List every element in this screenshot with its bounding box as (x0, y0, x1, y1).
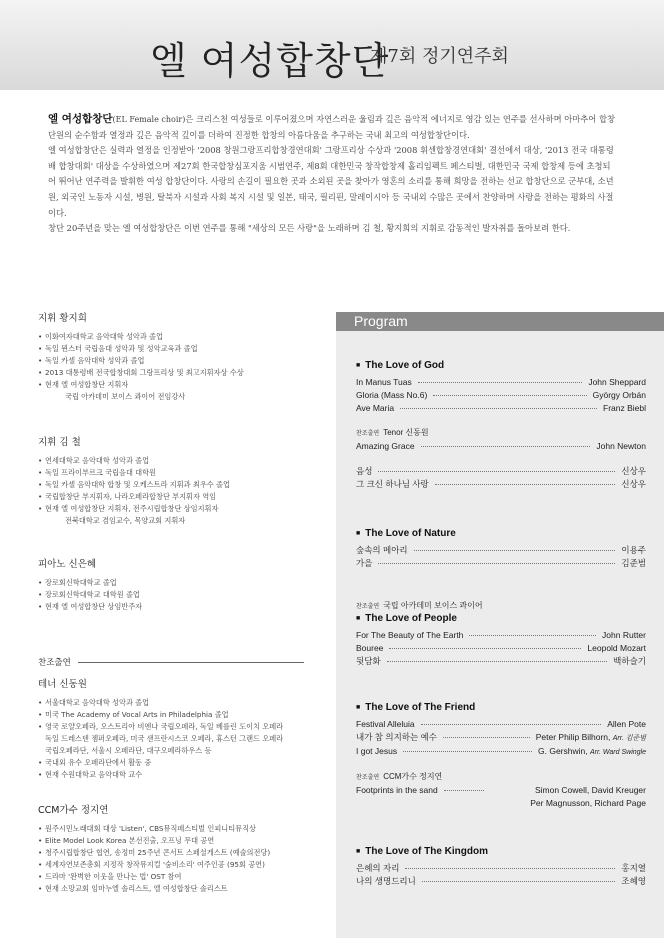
program-row (356, 478, 646, 491)
piece-title: 내가 참 의지하는 예수 (356, 732, 437, 742)
program-row (356, 731, 646, 745)
arranger: Arr. Ward Swingle (589, 749, 646, 756)
bio-item: • Elite Model Look Korea 본선진출, 오프닝 무대 공연 (38, 835, 308, 847)
composer (538, 745, 646, 759)
guest-name: CCM가수 정지연 (383, 772, 443, 781)
bio-list (38, 455, 308, 527)
person-name: 지휘 황지희 (38, 313, 87, 324)
ccm-jung (38, 802, 308, 895)
program-row (356, 389, 646, 402)
intro-p1-text: 은 크리스천 여성들로 이루어졌으며 자연스러운 울림과 깊은 음악적 에너지로 영감 있는 연주를 선사하며 아마추어 합창단원의 순수함과 열정과 깊은 음악적 깊이를 더하여 진정한 합창의 아름다움을 추구하는 국내 최고의 여성합창단이다. (48, 114, 615, 140)
bio-item: • 독일 프라이부르크 국립음대 대학원 (38, 467, 308, 479)
bio-item: • 현재 소망교회 임마누엘 솔리스트, 엘 여성합창단 솔리스트 (38, 883, 308, 895)
piece-title: Footprints in the sand (356, 785, 438, 795)
composer: 백하슬기 (613, 656, 646, 666)
program-title: Program (354, 313, 408, 329)
dot-leader (443, 737, 530, 738)
program-row (356, 642, 646, 655)
guest-tag: 찬조출연 (356, 775, 380, 781)
section-love-of-god (356, 360, 646, 491)
bio-list (38, 697, 308, 781)
piece-title: 그 크신 하나님 사랑 (356, 479, 429, 489)
section-love-of-kingdom (356, 846, 646, 888)
composer: Simon Cowell, David Kreuger (534, 785, 646, 795)
bio-item-continued: 국립오페라단, 서울시 오페라단, 대구오페라하우스 등 (45, 746, 212, 755)
intro-paragraph-1 (48, 112, 616, 143)
section-title: ■ The Love of God (356, 360, 646, 371)
intro-paragraph-3: 창단 20주년을 맞는 엘 여성합창단은 이번 연주를 통해 "세상의 모든 사랑"을 노래하며 김 철, 황지희의 지휘로 감동적인 발자취를 돌아보려 한다. (48, 223, 571, 234)
program-row (356, 557, 646, 570)
composer: John Rutter (602, 630, 646, 640)
person-name: 피아노 신은혜 (38, 559, 97, 570)
program-row-continued (356, 797, 646, 810)
intro-lead-en: (EL Female choir) (112, 115, 186, 124)
bio-item: • 독일 카셀 음악대학 합창 및 오케스트라 지휘과 최우수 졸업 (38, 479, 308, 491)
piece-title: I got Jesus (356, 746, 398, 756)
program-panel (336, 312, 664, 938)
dot-leader (403, 751, 532, 752)
dot-leader (389, 648, 581, 649)
piece-title: 숲속의 메아리 (356, 545, 408, 555)
tenor-shin (38, 676, 308, 781)
guest-performer (356, 427, 646, 438)
bio-item: • 국내외 유수 오페라단에서 활동 중 (38, 757, 308, 769)
composer: 홍지열 (621, 863, 646, 873)
guest-name: 국립 아카데미 보이스 콰이어 (383, 601, 483, 610)
header-banner (0, 0, 664, 90)
composer: John Newton (596, 441, 646, 451)
conductor-kim (38, 434, 308, 527)
program-row (356, 875, 646, 888)
dot-leader (469, 635, 596, 636)
program-row (356, 629, 646, 642)
composer: György Orbán (592, 390, 646, 400)
bio-item: • 영국 로얄오페라, 오스트리아 비엔나 국립오페라, 독일 베를린 도이치 오페라 (38, 721, 308, 733)
program-row (356, 718, 646, 731)
piece-title: 뒷담화 (356, 656, 381, 666)
bio-item: • 2013 대통령배 전국합창대회 그랑프리상 및 최고지휘자상 수상 (38, 367, 308, 379)
bio-item: • 원주시민노래대회 대상 'Listen', CBS뮤직페스티벌 인피니티뮤직상 (38, 823, 308, 835)
guest-performer (356, 600, 646, 611)
intro-paragraph-2: 엘 여성합창단은 실력과 열정을 인정받아 '2008 창원그랑프리합창경연대회' 그랑프리상 수상과 '2008 휘센합창경연대회' 결선에서 대상, '2013 전국 대통령배 합창대회' 대상을 수상하였으며 제27회 한국합창심포지움 시범연주, 제8회 대한민국 창작합창제 홀리임펙트 페스티벌, 대한민국 국제 합창제 등에 초청되어 뛰어난 연주력을 발휘한 여성 합창단이다. 사랑의 손길이 필요한 곳과 소외된 곳을 찾아가 영혼의 소리를 통해 희망을 전하는 선교 합창단으로 군부대, 소년원, 외국인 노동자 시설, 병원, 탈북자 시설과 사회 복지 시설 및 일본, 태국, 필리핀, 말레이시아 등 국내외 수많은 곳에서 찬양하며 사랑을 전하는 평화의 사절이다. (48, 145, 614, 218)
guest-heading (38, 656, 304, 668)
piece-title: Gloria (Mass No.6) (356, 390, 428, 400)
guest-performer (356, 771, 646, 782)
bio-item: • 장로회신학대학교 대학원 졸업 (38, 589, 308, 601)
guest-tag: 찬조출연 (356, 431, 380, 437)
piece-title: Festival Alleluia (356, 719, 415, 729)
program-row (356, 465, 646, 478)
bio-item: • 독일 뮌스터 국립음대 성악과 및 성악교육과 졸업 (38, 343, 308, 355)
composer: 조혜영 (621, 876, 646, 886)
guest-tag: 찬조출연 (356, 604, 380, 610)
composer-name: Peter Philip Bilhorn, (535, 732, 613, 742)
dot-leader (414, 550, 616, 551)
page-title: 엘 여성합창단 (150, 39, 390, 83)
composer-continued: Per Magnusson, Richard Page (530, 798, 646, 808)
program-row (356, 862, 646, 875)
bio-item: • 청주시립합창단 협연, 송정미 25주년 콘서트 스페셜게스트 (예술의전당) (38, 847, 308, 859)
section-title: ■ The Love of The Kingdom (356, 846, 646, 857)
dot-leader (435, 484, 616, 485)
program-row (356, 544, 646, 557)
piece-title: 은혜의 자리 (356, 863, 400, 873)
program-row (356, 655, 646, 668)
pianist-shin (38, 556, 308, 613)
dot-leader (378, 563, 615, 564)
divider (78, 662, 304, 663)
guest-name: Tenor 신동원 (383, 428, 429, 437)
intro-lead: 엘 여성합창단 (48, 113, 113, 125)
bio-item: • 독일 카셀 음악대학 성악과 졸업 (38, 355, 308, 367)
bio-item: • 연세대학교 음악대학 성악과 졸업 (38, 455, 308, 467)
bio-item: • 현재 수원대학교 음악대학 교수 (38, 769, 308, 781)
bio-item: • 이화여자대학교 음악대학 성악과 졸업 (38, 331, 308, 343)
bio-item: • 드라마 '완벽한 이웃을 만나는 법' OST 참여 (38, 871, 308, 883)
bio-list (38, 331, 308, 403)
piece-title: In Manus Tuas (356, 377, 412, 387)
bio-item: • 국립합창단 부지휘자, 나라오페라합창단 부지휘자 역임 (38, 491, 308, 503)
composer: Leopold Mozart (587, 643, 646, 653)
dot-leader (422, 881, 616, 882)
bio-item-continued: 독일 드레스덴 젬퍼오페라, 미국 샌프란시스코 오페라, 휴스턴 그랜드 오페라 (45, 734, 284, 743)
piece-title: 음성 (356, 466, 373, 476)
page-subtitle: 제7회 정기연주회 (370, 46, 509, 67)
conductor-hwang (38, 310, 308, 403)
intro-text (48, 112, 616, 237)
section-title: ■ The Love of People (356, 613, 646, 624)
bio-item: • 서울대학교 음악대학 성악과 졸업 (38, 697, 308, 709)
piece-title: Ave Maria (356, 403, 395, 413)
person-name: 지휘 김 철 (38, 437, 81, 448)
composer: 신상우 (621, 479, 646, 489)
program-row (356, 440, 646, 453)
section-love-of-friend (356, 702, 646, 810)
composer-name: G. Gershwin, (538, 746, 590, 756)
dot-leader (444, 790, 484, 791)
composer (536, 731, 646, 745)
program-row (356, 376, 646, 389)
program-header-bar (336, 312, 664, 331)
bio-item: • 세계자연보존총회 지정작 창작뮤지컬 '숨비소리' 여주인공 (95회 공연) (38, 859, 308, 871)
piece-title: 가을 (356, 558, 373, 568)
dot-leader (378, 471, 615, 472)
composer: Franz Biebl (603, 403, 646, 413)
composer: John Sheppard (588, 377, 646, 387)
bio-item-continued: 국립 아카데미 보이스 콰이어 전임강사 (65, 392, 186, 401)
bio-item: • 현재 엘 여성합창단 상임반주자 (38, 601, 308, 613)
bio-list (38, 577, 308, 613)
composer: 김준범 (621, 558, 646, 568)
dot-leader (400, 408, 597, 409)
piece-title: Amazing Grace (356, 441, 415, 451)
bio-item: • 현재 엘 여성합창단 지휘자 (38, 379, 308, 391)
section-title: ■ The Love of Nature (356, 528, 646, 539)
program-row (356, 402, 646, 415)
bio-item: • 미국 The Academy of Vocal Arts in Philadelphia 졸업 (38, 709, 308, 721)
section-love-of-nature (356, 528, 646, 570)
dot-leader (405, 868, 615, 869)
guest-heading-label: 찬조출연 (38, 658, 75, 668)
piece-title: For The Beauty of The Earth (356, 630, 464, 640)
composer: Allen Pote (607, 719, 646, 729)
dot-leader (387, 661, 608, 662)
bio-item: • 장로회신학대학교 졸업 (38, 577, 308, 589)
arranger: Arr. 김준범 (612, 735, 646, 742)
dot-leader (433, 395, 586, 396)
dot-leader (421, 724, 602, 725)
bio-item-continued: 전북대학교 겸임교수, 목양교회 지휘자 (65, 516, 186, 525)
person-name: 테너 신동원 (38, 679, 87, 690)
dot-leader (418, 382, 583, 383)
piece-title: Bouree (356, 643, 384, 653)
section-title: ■ The Love of The Friend (356, 702, 646, 713)
composer: 이용주 (621, 545, 646, 555)
dot-leader (421, 446, 591, 447)
person-name: CCM가수 정지연 (38, 805, 109, 816)
bio-list (38, 823, 308, 895)
composer: 신상우 (621, 466, 646, 476)
section-love-of-people (356, 600, 646, 668)
bio-item: • 현재 엘 여성합창단 지휘자, 전주시립합창단 상임지휘자 (38, 503, 308, 515)
program-row (356, 745, 646, 759)
program-row (356, 784, 646, 797)
piece-title: 나의 생명드리니 (356, 876, 416, 886)
